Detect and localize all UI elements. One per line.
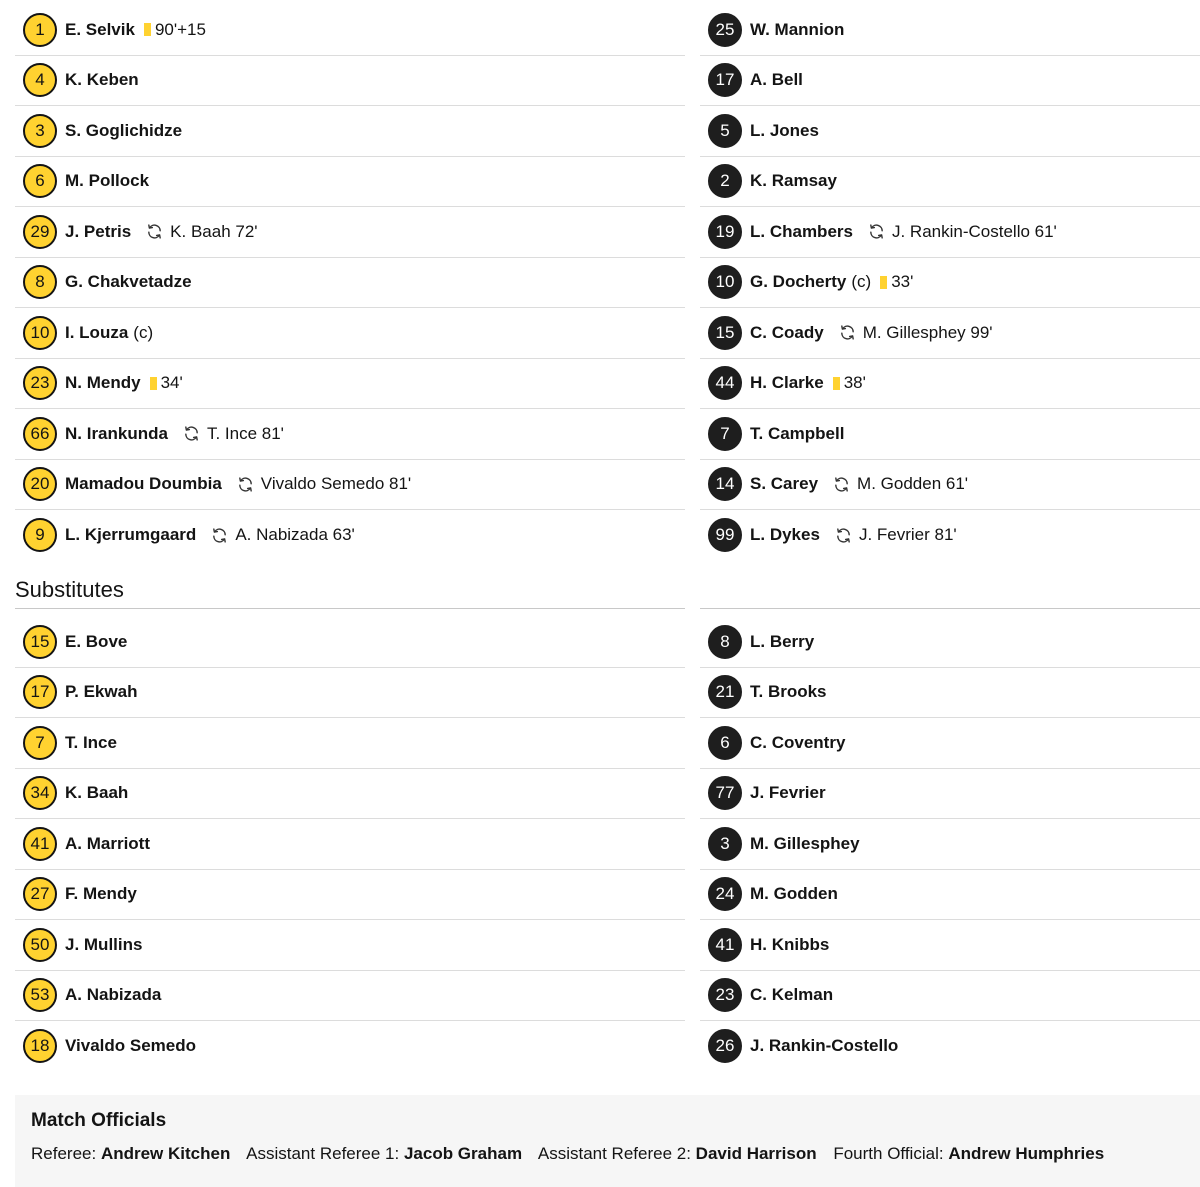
shirt-number-badge: 50 (23, 928, 57, 962)
shirt-number-badge: 7 (23, 726, 57, 760)
substitution-icon (211, 527, 228, 544)
substitution-icon (839, 324, 856, 341)
player-name[interactable]: S. Goglichidze (65, 120, 183, 140)
player-name[interactable]: P. Ekwah (65, 682, 138, 702)
shirt-number-badge: 4 (23, 63, 57, 97)
player-row (700, 920, 1200, 971)
shirt-number-badge: 7 (708, 417, 742, 451)
player-row (15, 409, 685, 460)
player-name[interactable]: H. Knibbs (750, 934, 830, 954)
official-assistant-1: Assistant Referee 1: Jacob Graham (246, 1144, 523, 1163)
substitution-icon (146, 223, 163, 240)
official-assistant-2: Assistant Referee 2: David Harrison (537, 1144, 817, 1163)
player-name[interactable]: M. Pollock (65, 171, 150, 191)
yellow-card-icon (880, 276, 887, 289)
player-row (15, 718, 685, 769)
player-row (700, 56, 1200, 107)
shirt-number-badge: 3 (23, 114, 57, 148)
player-row (15, 510, 685, 561)
substitution-detail[interactable]: Vivaldo Semedo 81' (260, 474, 412, 494)
player-row (700, 409, 1200, 460)
official-referee: Referee: Andrew Kitchen (31, 1144, 231, 1163)
substitution-detail[interactable]: M. Gillesphey 99' (862, 322, 993, 342)
substitution-detail[interactable]: J. Rankin-Costello 61' (891, 221, 1057, 241)
player-row (15, 1021, 685, 1072)
player-row (700, 460, 1200, 511)
player-name[interactable]: N. Irankunda (65, 423, 168, 443)
shirt-number-badge: 24 (708, 877, 742, 911)
player-row (15, 920, 685, 971)
substitutes-divider (700, 608, 1200, 609)
player-row (700, 769, 1200, 820)
player-name[interactable]: T. Campbell (750, 423, 845, 443)
shirt-number-badge: 53 (23, 978, 57, 1012)
player-row (15, 819, 685, 870)
substitution-detail[interactable]: A. Nabizada 63' (235, 525, 355, 545)
player-name[interactable]: L. Dykes (750, 525, 820, 545)
substitution-icon (835, 527, 852, 544)
player-row (15, 207, 685, 258)
player-name[interactable]: F. Mendy (65, 884, 137, 904)
substitution-icon (237, 476, 254, 493)
player-row (15, 359, 685, 410)
substitution-detail[interactable]: M. Godden 61' (857, 474, 969, 494)
player-row (15, 106, 685, 157)
shirt-number-badge: 44 (708, 366, 742, 400)
shirt-number-badge: 15 (708, 316, 742, 350)
player-name[interactable]: K. Baah (65, 783, 129, 803)
player-name[interactable]: M. Godden (750, 884, 838, 904)
player-name[interactable]: M. Gillesphey (750, 833, 860, 853)
shirt-number-badge: 10 (23, 316, 57, 350)
shirt-number-badge: 8 (23, 265, 57, 299)
player-name[interactable]: A. Nabizada (65, 985, 162, 1005)
player-name[interactable]: T. Ince (65, 732, 117, 752)
player-name[interactable]: N. Mendy (65, 373, 141, 393)
shirt-number-badge: 18 (23, 1029, 57, 1063)
shirt-number-badge: 26 (708, 1029, 742, 1063)
shirt-number-badge: 20 (23, 467, 57, 501)
shirt-number-badge: 23 (23, 366, 57, 400)
shirt-number-badge: 15 (23, 625, 57, 659)
shirt-number-badge: 41 (708, 928, 742, 962)
player-row (700, 1021, 1200, 1072)
player-name[interactable]: J. Mullins (65, 934, 143, 954)
shirt-number-badge: 6 (708, 726, 742, 760)
player-row (700, 106, 1200, 157)
card-time: 38' (843, 373, 866, 393)
player-row (700, 207, 1200, 258)
player-name[interactable]: H. Clarke (750, 373, 824, 393)
player-name[interactable]: G. Chakvetadze (65, 272, 192, 292)
shirt-number-badge: 9 (23, 518, 57, 552)
player-row (700, 5, 1200, 56)
player-name[interactable]: G. Docherty (750, 272, 847, 292)
player-row (15, 56, 685, 107)
player-row (15, 769, 685, 820)
player-row (15, 971, 685, 1022)
shirt-number-badge: 27 (23, 877, 57, 911)
player-name[interactable]: K. Ramsay (750, 171, 837, 191)
player-row (15, 668, 685, 719)
player-row (15, 258, 685, 309)
officials-line (31, 1144, 1184, 1164)
player-row (15, 617, 685, 668)
player-name[interactable]: A. Marriott (65, 833, 150, 853)
player-name[interactable]: L. Jones (750, 120, 819, 140)
player-row (700, 308, 1200, 359)
player-name[interactable]: E. Selvik (65, 19, 135, 39)
home-starters-list (15, 5, 685, 561)
shirt-number-badge: 6 (23, 164, 57, 198)
player-row (700, 870, 1200, 921)
player-name[interactable]: Vivaldo Semedo (65, 1036, 197, 1056)
yellow-card-icon (833, 377, 840, 390)
shirt-number-badge: 41 (23, 827, 57, 861)
captain-marker: (c) (851, 272, 872, 292)
player-row (700, 668, 1200, 719)
shirt-number-badge: 1 (23, 13, 57, 47)
shirt-number-badge: 2 (708, 164, 742, 198)
away-subs-list (700, 617, 1200, 1072)
yellow-card-icon (150, 377, 157, 390)
player-name[interactable]: S. Carey (750, 474, 819, 494)
substitution-detail[interactable]: J. Fevrier 81' (858, 525, 957, 545)
substitution-icon (833, 476, 850, 493)
official-fourth: Fourth Official: Andrew Humphries (833, 1144, 1105, 1163)
substitution-detail[interactable]: K. Baah 72' (170, 221, 258, 241)
player-name[interactable]: I. Louza (65, 322, 129, 342)
card-time: 34' (160, 373, 183, 393)
home-subs-list (15, 617, 685, 1072)
player-row (700, 617, 1200, 668)
player-row (15, 308, 685, 359)
shirt-number-badge: 25 (708, 13, 742, 47)
player-name[interactable]: Mamadou Doumbia (65, 474, 222, 494)
player-name[interactable]: L. Berry (750, 631, 815, 651)
substitution-icon (183, 425, 200, 442)
card-time: 33' (891, 272, 914, 292)
shirt-number-badge: 77 (708, 776, 742, 810)
away-starters-list (700, 5, 1200, 561)
player-name[interactable]: L. Chambers (750, 221, 853, 241)
shirt-number-badge: 17 (708, 63, 742, 97)
captain-marker: (c) (133, 322, 154, 342)
player-row (700, 157, 1200, 208)
player-row (700, 510, 1200, 561)
player-name[interactable]: J. Petris (65, 221, 132, 241)
substitution-detail[interactable]: T. Ince 81' (206, 423, 284, 443)
player-row (700, 718, 1200, 769)
player-row (15, 157, 685, 208)
shirt-number-badge: 17 (23, 675, 57, 709)
player-name[interactable]: C. Kelman (750, 985, 834, 1005)
player-row (700, 971, 1200, 1022)
player-row (15, 5, 685, 56)
card-time: 90'+15 (154, 19, 206, 39)
shirt-number-badge: 19 (708, 215, 742, 249)
shirt-number-badge: 99 (708, 518, 742, 552)
player-name[interactable]: W. Mannion (750, 19, 845, 39)
shirt-number-badge: 5 (708, 114, 742, 148)
shirt-number-badge: 29 (23, 215, 57, 249)
shirt-number-badge: 34 (23, 776, 57, 810)
player-row (700, 258, 1200, 309)
shirt-number-badge: 10 (708, 265, 742, 299)
match-officials-title: Match Officials (31, 1110, 167, 1131)
substitutes-heading: Substitutes (15, 573, 685, 609)
player-name[interactable]: C. Coady (750, 322, 824, 342)
player-row (700, 819, 1200, 870)
player-name[interactable]: C. Coventry (750, 732, 846, 752)
shirt-number-badge: 8 (708, 625, 742, 659)
shirt-number-badge: 66 (23, 417, 57, 451)
player-name[interactable]: J. Fevrier (750, 783, 826, 803)
substitution-icon (868, 223, 885, 240)
shirt-number-badge: 21 (708, 675, 742, 709)
player-row (15, 460, 685, 511)
player-name[interactable]: E. Bove (65, 631, 128, 651)
player-name[interactable]: J. Rankin-Costello (750, 1036, 899, 1056)
shirt-number-badge: 3 (708, 827, 742, 861)
shirt-number-badge: 23 (708, 978, 742, 1012)
player-row (700, 359, 1200, 410)
player-name[interactable]: K. Keben (65, 70, 139, 90)
player-row (15, 870, 685, 921)
match-officials-panel (15, 1095, 1200, 1187)
player-name[interactable]: T. Brooks (750, 682, 827, 702)
yellow-card-icon (144, 23, 151, 36)
player-name[interactable]: L. Kjerrumgaard (65, 525, 197, 545)
shirt-number-badge: 14 (708, 467, 742, 501)
player-name[interactable]: A. Bell (750, 70, 803, 90)
